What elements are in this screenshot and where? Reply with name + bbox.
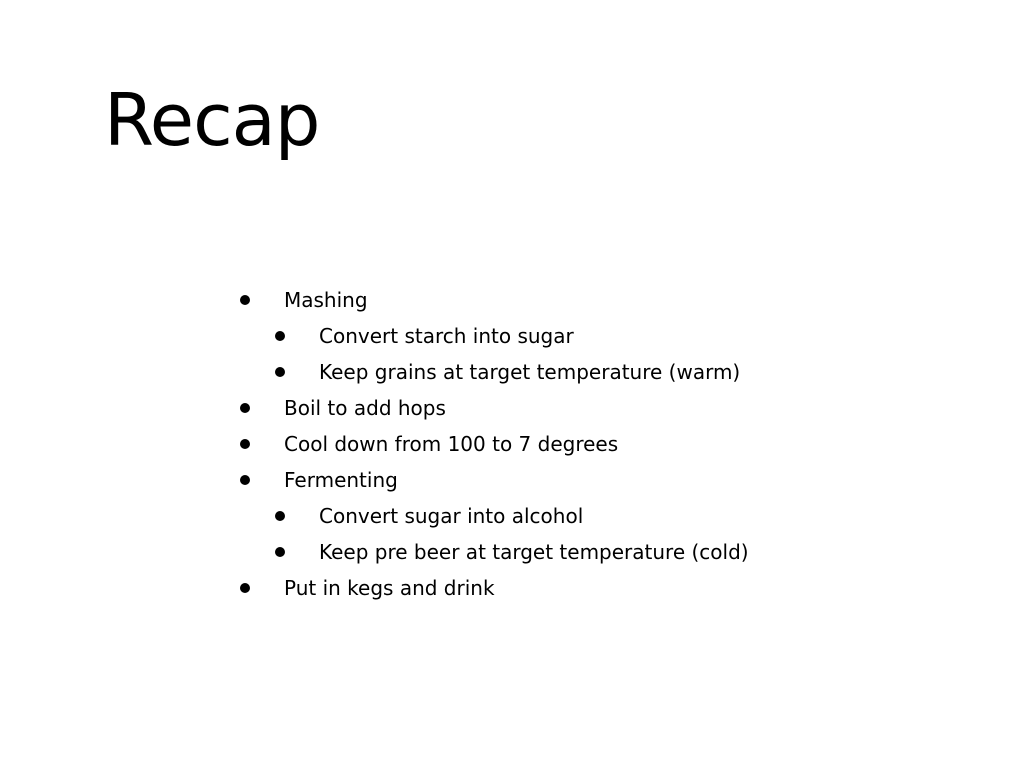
bullet-text: Fermenting <box>284 468 398 492</box>
bullet-dot-icon <box>275 547 285 557</box>
bullet-item-fermenting <box>236 462 749 498</box>
bullet-dot-icon <box>275 367 285 377</box>
sub-bullet-item-keep-pre-beer <box>236 534 749 570</box>
sub-bullet-item-keep-grains <box>236 354 749 390</box>
bullet-dot-icon <box>240 439 250 449</box>
slide-title: Recap <box>104 78 320 162</box>
bullet-dot-icon <box>240 403 250 413</box>
bullet-dot-icon <box>275 331 285 341</box>
bullet-text: Keep grains at target temperature (warm) <box>319 360 741 384</box>
bullet-text: Mashing <box>284 288 368 312</box>
bullet-text: Boil to add hops <box>284 396 446 420</box>
bullet-dot-icon <box>240 583 250 593</box>
bullet-dot-icon <box>240 295 250 305</box>
bullet-text: Put in kegs and drink <box>284 576 495 600</box>
sub-bullet-item-convert-sugar <box>236 498 749 534</box>
bullet-text: Cool down from 100 to 7 degrees <box>284 432 619 456</box>
bullet-list <box>236 282 749 606</box>
bullet-item-boil <box>236 390 749 426</box>
sub-bullet-item-convert-starch <box>236 318 749 354</box>
bullet-item-mashing <box>236 282 749 318</box>
bullet-dot-icon <box>275 511 285 521</box>
bullet-text: Keep pre beer at target temperature (cold) <box>319 540 749 564</box>
bullet-item-kegs <box>236 570 749 606</box>
bullet-text: Convert sugar into alcohol <box>319 504 584 528</box>
bullet-item-cool-down <box>236 426 749 462</box>
bullet-dot-icon <box>240 475 250 485</box>
bullet-text: Convert starch into sugar <box>319 324 574 348</box>
